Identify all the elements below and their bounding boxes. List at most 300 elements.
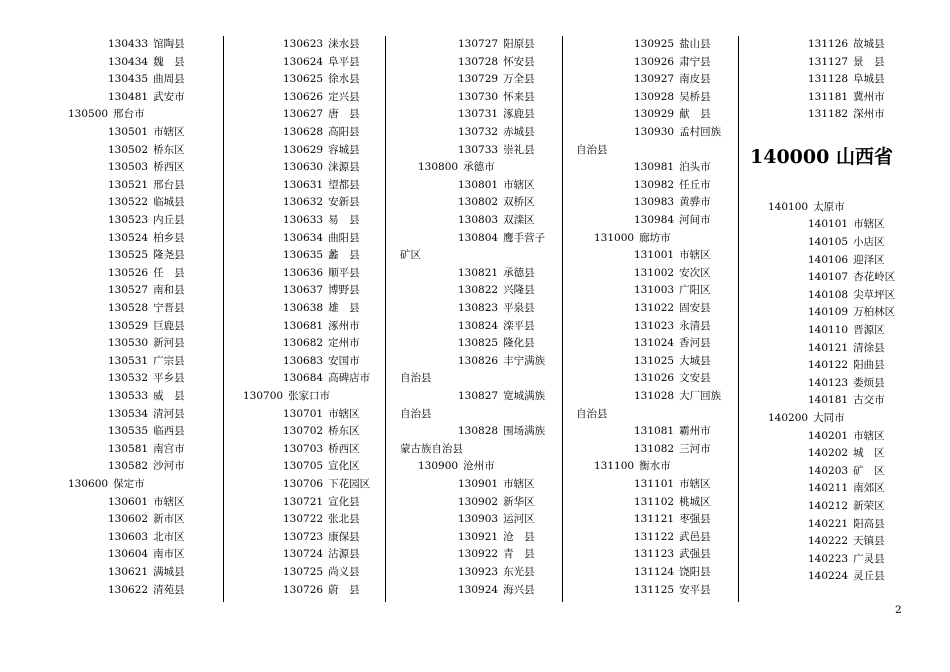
entry-code: 130828	[458, 425, 499, 438]
entry-name: 徐水县	[328, 73, 360, 86]
province-name: 山西省	[835, 146, 893, 168]
entry-code: 130732	[458, 126, 499, 138]
county-entry	[108, 582, 185, 600]
entry-code: 130629	[283, 143, 324, 156]
county-entry	[808, 392, 885, 410]
entry-name: 阳原县	[503, 38, 535, 50]
entry-code: 130926	[634, 55, 675, 68]
county-entry	[634, 318, 711, 336]
county-entry	[458, 106, 535, 124]
county-entry	[108, 511, 185, 529]
entry-name: 宣化县	[328, 495, 360, 508]
entry-name: 博野县	[328, 284, 360, 297]
entry-continuation	[576, 142, 608, 160]
entry-code: 130433	[108, 38, 149, 50]
entry-name: 蠡 县	[328, 249, 360, 262]
county-entry	[808, 551, 885, 569]
entry-code: 130535	[108, 425, 149, 438]
county-entry	[808, 357, 885, 375]
county-entry	[283, 476, 370, 494]
entry-code: 131181	[808, 90, 849, 103]
entry-name: 安次区	[679, 266, 711, 279]
entry-name: 小店区	[853, 236, 885, 248]
entry-name: 迎泽区	[853, 253, 885, 266]
county-entry	[808, 498, 885, 516]
entry-name: 沧州市	[463, 460, 495, 473]
entry-code: 131024	[634, 337, 675, 350]
county-entry	[808, 516, 885, 534]
county-entry	[283, 441, 360, 459]
entry-code: 131081	[634, 425, 675, 438]
entry-code: 130681	[283, 319, 324, 332]
entry-name: 灵丘县	[853, 570, 885, 583]
entry-code: 140107	[808, 271, 849, 284]
entry-name: 固安县	[679, 302, 711, 314]
entry-name: 新市区	[153, 513, 185, 526]
entry-name: 古交市	[853, 394, 885, 407]
entry-name: 景 县	[853, 55, 885, 68]
entry-code: 130604	[108, 548, 149, 561]
entry-code: 130701	[283, 407, 324, 420]
county-entry	[458, 388, 545, 406]
entry-code: 130722	[283, 513, 324, 526]
county-entry	[108, 282, 185, 300]
county-entry	[634, 300, 711, 318]
entry-code: 130728	[458, 55, 499, 68]
entry-name: 阜平县	[328, 55, 360, 68]
entry-code: 140201	[808, 429, 849, 442]
entry-name: 涞水县	[328, 38, 360, 50]
entry-name: 市辖区	[679, 249, 711, 262]
entry-code: 130502	[108, 143, 149, 156]
county-entry	[283, 247, 360, 265]
entry-name: 崇礼县	[503, 143, 535, 156]
entry-name: 蔚 县	[328, 583, 360, 596]
entry-name: 下花园区	[328, 478, 371, 490]
county-entry	[108, 177, 185, 195]
entry-name: 怀安县	[503, 55, 535, 68]
entry-code: 130481	[108, 90, 149, 103]
entry-code: 130730	[458, 90, 499, 103]
county-entry	[108, 89, 185, 107]
entry-code: 130825	[458, 337, 499, 350]
county-entry	[634, 89, 711, 107]
entry-code: 130501	[108, 126, 149, 138]
entry-code: 131126	[808, 38, 849, 50]
county-entry	[108, 212, 185, 230]
entry-code: 140100	[768, 200, 809, 213]
entry-code: 130534	[108, 407, 149, 420]
entry-code: 130705	[283, 460, 324, 473]
entry-code: 130627	[283, 108, 324, 121]
county-entry	[634, 511, 711, 529]
entry-name: 尖草坪区	[853, 288, 896, 301]
entry-code: 130632	[283, 196, 324, 209]
prefecture-entry	[68, 106, 145, 124]
entry-name: 故城县	[853, 38, 885, 50]
entry-code: 130921	[458, 530, 499, 543]
entry-name: 孟村回族	[679, 126, 722, 138]
county-entry	[634, 388, 721, 406]
entry-name: 尚义县	[328, 566, 360, 578]
county-entry	[458, 177, 535, 195]
county-entry	[634, 335, 711, 353]
county-entry	[283, 159, 360, 177]
entry-code: 131001	[634, 249, 675, 262]
entry-code: 130984	[634, 214, 675, 226]
county-entry	[108, 194, 185, 212]
entry-continuation	[400, 370, 432, 388]
entry-name: 青 县	[503, 548, 535, 561]
entry-code: 130581	[108, 442, 149, 455]
county-entry	[634, 106, 711, 124]
entry-name: 兴隆县	[503, 284, 535, 297]
entry-name: 承德市	[463, 161, 495, 174]
county-entry	[458, 511, 535, 529]
entry-code: 130700	[243, 390, 284, 402]
county-entry	[283, 423, 360, 441]
entry-code: 130801	[458, 178, 499, 191]
entry-name: 平泉县	[503, 302, 535, 314]
entry-code: 131082	[634, 442, 675, 455]
entry-name: 自治县	[576, 143, 608, 156]
column-divider	[738, 36, 739, 602]
entry-code: 140105	[808, 236, 849, 248]
entry-code: 130727	[458, 38, 499, 50]
entry-name: 自治县	[400, 407, 432, 420]
entry-code: 130903	[458, 513, 499, 526]
county-entry	[458, 564, 535, 582]
entry-code: 140109	[808, 306, 849, 319]
entry-code: 130802	[458, 196, 499, 209]
entry-name: 市辖区	[328, 407, 360, 420]
entry-name: 桃城区	[679, 495, 711, 508]
county-entry	[283, 582, 360, 600]
entry-code: 131125	[634, 583, 675, 596]
county-entry	[283, 212, 360, 230]
entry-code: 131022	[634, 302, 675, 314]
entry-name: 宁晋县	[153, 302, 185, 314]
entry-code: 130503	[108, 161, 149, 174]
entry-continuation	[400, 247, 421, 265]
county-entry	[808, 216, 885, 234]
county-entry	[108, 494, 185, 512]
prefecture-entry	[594, 458, 671, 476]
entry-code: 130922	[458, 548, 499, 561]
entry-name: 清徐县	[853, 341, 885, 354]
entry-code: 131023	[634, 319, 675, 332]
entry-name: 市辖区	[853, 429, 885, 442]
entry-name: 南郊区	[853, 482, 885, 495]
entry-code: 130900	[418, 460, 459, 473]
entry-name: 大城县	[679, 354, 711, 367]
county-entry	[808, 269, 895, 287]
entry-name: 黄骅市	[679, 196, 711, 209]
county-entry	[283, 177, 360, 195]
county-entry	[808, 36, 885, 54]
column-divider	[223, 36, 224, 602]
entry-code: 130529	[108, 319, 149, 332]
entry-name: 顺平县	[328, 266, 360, 279]
entry-name: 广灵县	[853, 552, 885, 565]
entry-code: 140223	[808, 552, 849, 565]
entry-code: 130638	[283, 302, 324, 314]
entry-name: 霸州市	[679, 425, 711, 438]
entry-name: 桥西区	[328, 442, 360, 455]
entry-name: 天镇县	[853, 535, 885, 548]
county-entry	[808, 322, 885, 340]
entry-name: 滦平县	[503, 319, 535, 332]
entry-code: 131101	[634, 478, 675, 490]
entry-name: 沽源县	[328, 548, 360, 561]
county-entry	[808, 252, 885, 270]
entry-code: 130624	[283, 55, 324, 68]
county-entry	[108, 36, 185, 54]
county-entry	[283, 406, 360, 424]
entry-code: 130800	[418, 161, 459, 174]
entry-code: 140211	[808, 482, 849, 495]
entry-name: 平乡县	[153, 372, 185, 385]
entry-code: 130733	[458, 143, 499, 156]
entry-name: 阳高县	[853, 517, 885, 530]
entry-code: 130803	[458, 214, 499, 226]
entry-code: 130582	[108, 460, 149, 473]
entry-name: 宣化区	[328, 460, 360, 473]
entry-code: 130603	[108, 530, 149, 543]
entry-name: 隆化县	[503, 337, 535, 350]
entry-name: 沙河市	[153, 460, 185, 473]
county-entry	[283, 89, 360, 107]
county-entry	[634, 529, 711, 547]
prefecture-entry	[594, 230, 671, 248]
county-entry	[634, 212, 711, 230]
entry-code: 130602	[108, 513, 149, 526]
county-entry	[108, 423, 185, 441]
county-entry	[458, 546, 535, 564]
entry-name: 双桥区	[503, 196, 535, 209]
entry-name: 三河市	[679, 442, 711, 455]
entry-name: 肃宁县	[679, 55, 711, 68]
entry-code: 140121	[808, 341, 849, 354]
entry-name: 涞源县	[328, 161, 360, 174]
entry-name: 新河县	[153, 337, 185, 350]
county-entry	[634, 265, 711, 283]
prefecture-entry	[418, 159, 495, 177]
county-entry	[283, 370, 370, 388]
county-entry	[108, 388, 185, 406]
entry-name: 新华区	[503, 495, 535, 508]
entry-name: 吴桥县	[679, 90, 711, 103]
county-entry	[458, 529, 535, 547]
county-entry	[458, 335, 535, 353]
entry-code: 130636	[283, 266, 324, 279]
entry-name: 市辖区	[153, 126, 185, 138]
entry-code: 130983	[634, 196, 675, 209]
county-entry	[634, 423, 711, 441]
prefecture-entry	[68, 476, 145, 494]
entry-name: 高碑店市	[328, 372, 371, 385]
entry-name: 泊头市	[679, 161, 711, 174]
entry-code: 130822	[458, 284, 499, 297]
entry-name: 万全县	[503, 73, 535, 86]
county-entry	[634, 247, 711, 265]
county-entry	[808, 375, 885, 393]
entry-name: 东光县	[503, 566, 535, 578]
entry-name: 矿 区	[853, 464, 885, 477]
entry-name: 怀来县	[503, 90, 535, 103]
entry-name: 廊坊市	[639, 231, 671, 244]
county-entry	[283, 318, 360, 336]
entry-code: 130625	[283, 73, 324, 86]
county-entry	[634, 36, 711, 54]
entry-code: 131100	[594, 460, 635, 473]
prefecture-entry	[243, 388, 330, 406]
entry-name: 邢台县	[153, 178, 185, 191]
county-entry	[458, 582, 535, 600]
county-entry	[634, 582, 711, 600]
county-entry	[283, 353, 360, 371]
entry-name: 定兴县	[328, 90, 360, 103]
county-entry	[283, 300, 360, 318]
county-entry	[808, 106, 885, 124]
entry-name: 威 县	[153, 390, 185, 402]
entry-name: 定州市	[328, 337, 360, 350]
county-entry	[458, 265, 535, 283]
entry-code: 130928	[634, 90, 675, 103]
entry-code: 130524	[108, 231, 149, 244]
entry-name: 武安市	[153, 90, 185, 103]
county-entry	[108, 54, 185, 72]
entry-name: 曲周县	[153, 73, 185, 86]
entry-code: 140203	[808, 464, 849, 477]
entry-name: 康保县	[328, 530, 360, 543]
entry-code: 130902	[458, 495, 499, 508]
entry-name: 清河县	[153, 407, 185, 420]
entry-name: 阜城县	[853, 73, 885, 86]
entry-code: 130532	[108, 372, 149, 385]
entry-name: 张家口市	[288, 390, 331, 402]
entry-name: 运河区	[503, 513, 535, 526]
entry-name: 围场满族	[503, 425, 546, 438]
entry-code: 131127	[808, 55, 849, 68]
county-entry	[458, 230, 545, 248]
county-entry	[808, 89, 885, 107]
county-entry	[634, 476, 711, 494]
entry-name: 大厂回族	[679, 390, 722, 402]
county-entry	[458, 89, 535, 107]
entry-continuation	[576, 406, 608, 424]
entry-name: 南市区	[153, 548, 185, 561]
entry-code: 130523	[108, 214, 149, 226]
entry-name: 新荣区	[853, 500, 885, 512]
entry-name: 魏 县	[153, 55, 185, 68]
county-entry	[108, 265, 185, 283]
entry-code: 130522	[108, 196, 149, 209]
entry-name: 赤城县	[503, 126, 535, 138]
entry-code: 130927	[634, 73, 675, 86]
entry-name: 沧 县	[503, 530, 535, 543]
entry-name: 河间市	[679, 214, 711, 226]
entry-name: 安国市	[328, 354, 360, 367]
entry-name: 蒙古族自治县	[400, 442, 463, 455]
entry-code: 130823	[458, 302, 499, 314]
entry-name: 望都县	[328, 178, 360, 191]
county-entry	[108, 353, 185, 371]
entry-name: 太原市	[813, 200, 845, 213]
entry-name: 晋源区	[853, 324, 885, 336]
entry-code: 130500	[68, 108, 109, 121]
entry-name: 献 县	[679, 108, 711, 121]
county-entry	[808, 568, 885, 586]
county-entry	[283, 106, 360, 124]
entry-name: 高阳县	[328, 126, 360, 138]
entry-name: 临西县	[153, 425, 185, 438]
entry-code: 130637	[283, 284, 324, 297]
prefecture-entry	[418, 458, 495, 476]
entry-code: 131121	[634, 513, 675, 526]
county-entry	[458, 142, 535, 160]
entry-name: 永清县	[679, 319, 711, 332]
county-entry	[458, 54, 535, 72]
county-entry	[283, 36, 360, 54]
entry-code: 140221	[808, 517, 849, 530]
county-entry	[808, 533, 885, 551]
entry-code: 130930	[634, 126, 675, 138]
county-entry	[634, 177, 711, 195]
county-entry	[283, 511, 360, 529]
entry-code: 130731	[458, 108, 499, 121]
county-entry	[108, 370, 185, 388]
entry-code: 131123	[634, 548, 675, 561]
entry-name: 市辖区	[503, 178, 535, 191]
entry-code: 131182	[808, 108, 849, 121]
entry-code: 130633	[283, 214, 324, 226]
county-entry	[458, 194, 535, 212]
county-entry	[458, 71, 535, 89]
entry-code: 130724	[283, 548, 324, 561]
county-entry	[458, 353, 545, 371]
entry-name: 任丘市	[679, 178, 711, 191]
entry-code: 140123	[808, 376, 849, 389]
entry-code: 131128	[808, 73, 849, 86]
entry-name: 柏乡县	[153, 231, 185, 244]
county-entry	[283, 335, 360, 353]
entry-name: 鹰手营子	[503, 231, 546, 244]
county-entry	[283, 546, 360, 564]
entry-name: 饶阳县	[679, 566, 711, 578]
county-entry	[458, 494, 535, 512]
entry-name: 双滦区	[503, 214, 535, 226]
county-entry	[108, 247, 185, 265]
county-entry	[283, 142, 360, 160]
entry-code: 140108	[808, 288, 849, 301]
county-entry	[283, 230, 360, 248]
county-entry	[108, 458, 185, 476]
entry-name: 曲阳县	[328, 231, 360, 244]
entry-name: 衡水市	[639, 460, 671, 473]
entry-name: 临城县	[153, 196, 185, 209]
entry-code: 130600	[68, 478, 109, 490]
entry-code: 140222	[808, 535, 849, 548]
county-entry	[108, 230, 185, 248]
entry-code: 131002	[634, 266, 675, 279]
entry-name: 市辖区	[853, 218, 885, 231]
county-entry	[108, 124, 185, 142]
entry-code: 130702	[283, 425, 324, 438]
entry-code: 140212	[808, 500, 849, 512]
entry-code: 130804	[458, 231, 499, 244]
county-entry	[458, 124, 535, 142]
